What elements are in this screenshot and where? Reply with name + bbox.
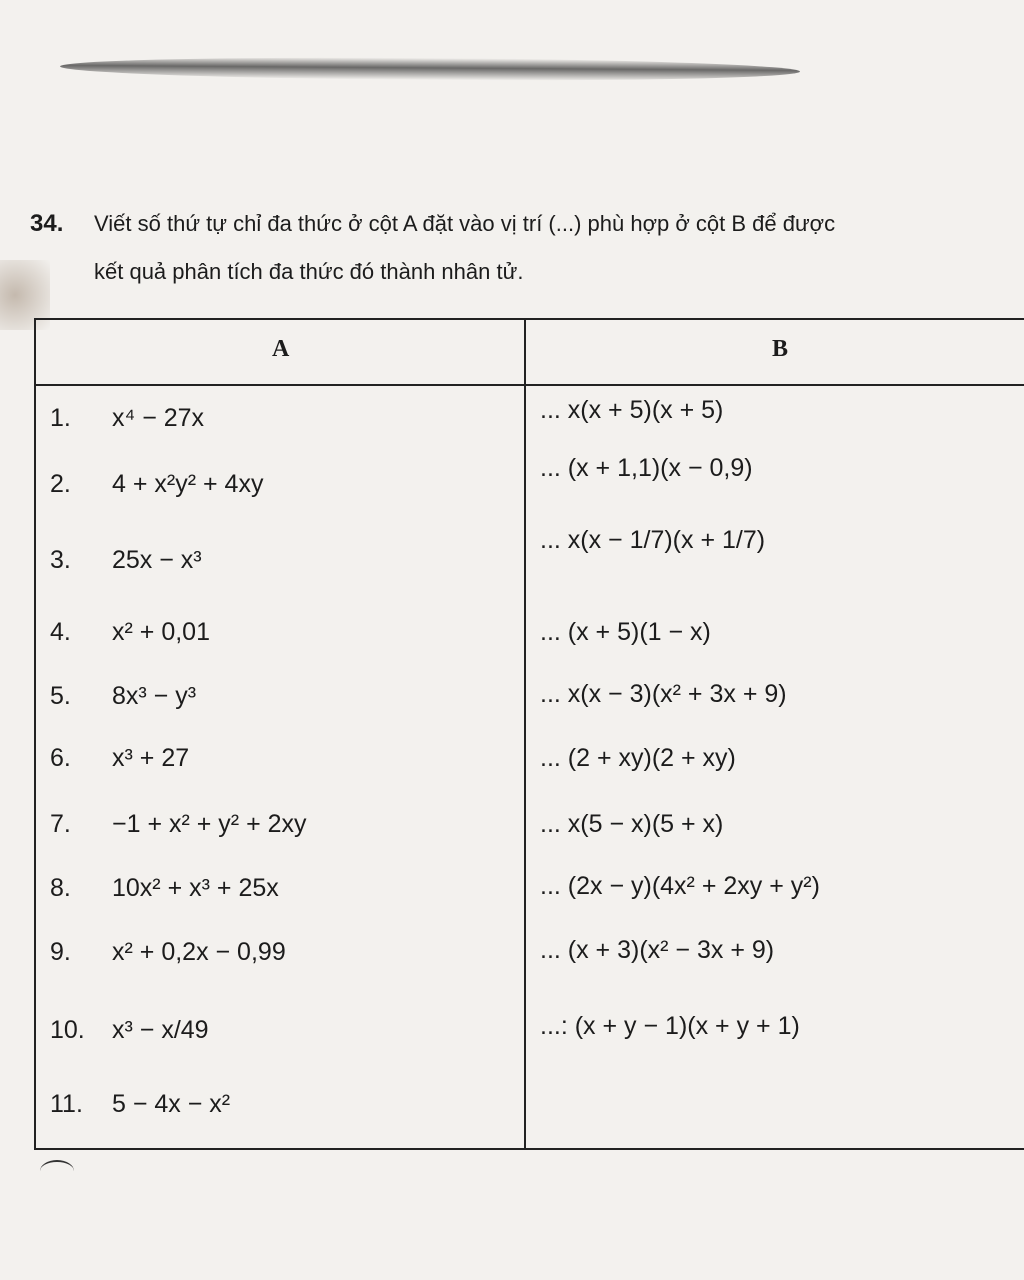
column-b-row: ... (x + 5)(1 − x)	[540, 618, 711, 646]
problem-number: 34.	[30, 210, 64, 237]
row-index: 10.	[50, 1016, 85, 1044]
column-a-row	[50, 546, 202, 575]
problem-statement	[30, 200, 1024, 296]
problem-text-line-2: kết quả phân tích đa thức đó thành nhân tử.	[94, 259, 524, 284]
column-b-row: ... x(5 − x)(5 + x)	[540, 810, 724, 838]
row-index: 5.	[50, 682, 71, 710]
row-index: 6.	[50, 744, 71, 772]
column-a-row	[50, 470, 263, 499]
column-a-row	[50, 618, 210, 647]
matching-table	[34, 318, 1024, 1150]
column-b-row: ...: (x + y − 1)(x + y + 1)	[540, 1012, 800, 1040]
row-index: 1.	[50, 404, 71, 432]
column-a-row	[50, 810, 307, 839]
row-index: 3.	[50, 546, 71, 574]
row-index: 11.	[50, 1090, 83, 1118]
column-a-header: A	[272, 336, 290, 362]
polynomial: x³ + 27	[112, 744, 190, 772]
polynomial: 4 + x²y² + 4xy	[112, 470, 264, 498]
polynomial: x⁴ − 27x	[112, 404, 205, 432]
polynomial: 25x − x³	[112, 546, 202, 574]
polynomial: x² + 0,01	[112, 618, 210, 646]
polynomial: x² + 0,2x − 0,99	[112, 938, 286, 966]
column-a-row	[50, 1090, 230, 1119]
column-a-row	[50, 874, 279, 903]
column-b-row: ... (x + 3)(x² − 3x + 9)	[540, 936, 775, 964]
row-index: 4.	[50, 618, 71, 646]
column-a-row	[50, 938, 286, 967]
row-index: 7.	[50, 810, 71, 838]
column-b-row: ... (2 + xy)(2 + xy)	[540, 744, 736, 772]
pen-mark	[40, 1160, 74, 1182]
column-divider	[524, 320, 526, 1148]
column-b-row: ... x(x − 3)(x² + 3x + 9)	[540, 680, 787, 708]
polynomial: 8x³ − y³	[112, 682, 197, 710]
column-b-row: ... x(x + 5)(x + 5)	[540, 396, 724, 424]
row-index: 2.	[50, 470, 71, 498]
column-b-row: ... x(x − 1/7)(x + 1/7)	[540, 526, 766, 554]
polynomial: −1 + x² + y² + 2xy	[112, 810, 307, 838]
header-divider	[36, 384, 1024, 386]
polynomial: 5 − 4x − x²	[112, 1090, 231, 1118]
column-b-row: ... (2x − y)(4x² + 2xy + y²)	[540, 872, 820, 900]
problem-text-line-1: Viết số thứ tự chỉ đa thức ở cột A đặt vào vị trí (...) phù hợp ở cột B để được	[94, 211, 836, 236]
column-a-row	[50, 682, 196, 711]
column-b-row: ... (x + 1,1)(x − 0,9)	[540, 454, 753, 482]
column-a-row	[50, 744, 189, 773]
polynomial: x³ − x/49	[112, 1016, 209, 1044]
row-index: 9.	[50, 938, 71, 966]
polynomial: 10x² + x³ + 25x	[112, 874, 279, 902]
row-index: 8.	[50, 874, 71, 902]
scan-top-edge	[60, 55, 800, 82]
column-b-header: B	[772, 336, 789, 362]
column-a-row	[50, 404, 204, 433]
column-a-row	[50, 1016, 209, 1045]
